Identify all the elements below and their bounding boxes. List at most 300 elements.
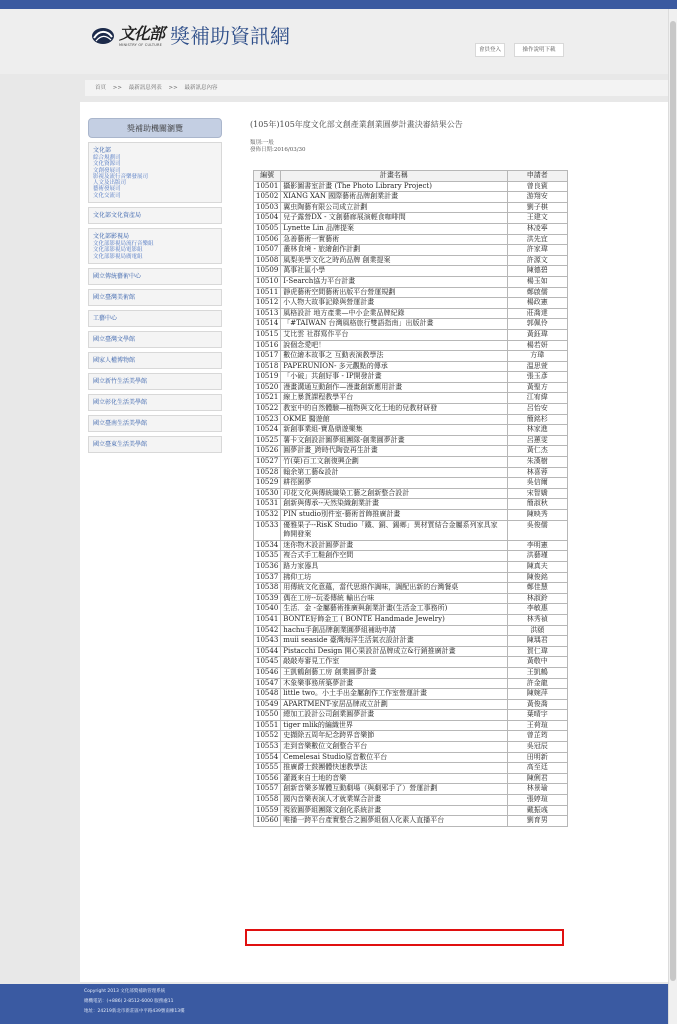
cell-project-name: 萬事社區小學	[281, 266, 507, 277]
sidebar-section-title[interactable]: 國家人權博物館	[93, 356, 136, 364]
cell-applicant: 許金龍	[507, 678, 568, 689]
sidebar-section-title[interactable]: 文化部影視局	[93, 233, 130, 241]
cell-project-name: 印花文化與傳統織染工藝之創新整合設計	[281, 488, 507, 499]
cell-number: 10546	[254, 667, 281, 678]
cell-project-name: 翼虫陶藝有限公司成立計劃	[281, 202, 507, 213]
sidebar-section	[88, 436, 222, 453]
cell-number: 10505	[254, 223, 281, 234]
cell-applicant: 呂怡安	[507, 404, 568, 415]
table-row	[254, 731, 568, 742]
table-row	[254, 393, 568, 404]
cell-number: 10552	[254, 731, 281, 742]
table-row	[254, 276, 568, 287]
sidebar-section-title[interactable]: 國立臺東生活美學館	[93, 440, 148, 448]
cell-applicant: 張玉彥	[507, 372, 568, 383]
table-row	[254, 720, 568, 731]
table-row	[254, 561, 568, 572]
cell-project-name: 竹(葉)百工文創復興企劃	[281, 457, 507, 468]
table-row	[254, 646, 568, 657]
cell-project-name: 翰余第工藝&設計	[281, 467, 507, 478]
cell-applicant: 吳冠辰	[507, 742, 568, 753]
results-table	[253, 170, 568, 827]
cell-project-name: 說個念愛吧！	[281, 340, 507, 351]
cell-project-name: 攝影圖書室計畫 (The Photo Library Project)	[281, 181, 507, 192]
table-row	[254, 340, 568, 351]
cell-number: 10558	[254, 795, 281, 806]
cell-project-name: 叢林食境 - 旅繪創作計劃	[281, 245, 507, 256]
cell-applicant: 曾良賓	[507, 181, 568, 192]
cell-number: 10520	[254, 382, 281, 393]
sidebar-section-title[interactable]: 文化部	[93, 147, 112, 154]
cell-number: 10502	[254, 192, 281, 203]
column-header-project: 計畫名稱	[281, 171, 507, 182]
cell-project-name: 漫畫溝通互動創作—漫畫創新應用計畫	[281, 382, 507, 393]
sidebar-link[interactable]: 文化資源司	[93, 161, 121, 168]
footer-info	[84, 987, 185, 1017]
cell-number: 10540	[254, 604, 281, 615]
sidebar-section	[88, 352, 222, 369]
cell-project-name: Cemelesai Studio原音數位平台	[281, 752, 507, 763]
announcement-title: (105年)105年度文化部文創產業創業圓夢計畫決審結果公告	[250, 120, 463, 129]
cell-project-name: 急善藝術一實藝術	[281, 234, 507, 245]
breadcrumb-news-content: 最新訊息內容	[184, 85, 218, 91]
vertical-scrollbar[interactable]	[668, 9, 677, 1024]
cell-project-name: 艾比雲 社群寫作平台	[281, 329, 507, 340]
ministry-logo-icon	[90, 26, 116, 46]
cell-applicant: 許家瑋	[507, 245, 568, 256]
table-row	[254, 625, 568, 636]
cell-number: 10559	[254, 805, 281, 816]
cell-project-name: BONTE好飾金工 ( BONTE Handmade Jewelry)	[281, 614, 507, 625]
table-row	[254, 710, 568, 721]
cell-number: 10548	[254, 689, 281, 700]
cell-project-name: 走到音樂數位文創整合平台	[281, 742, 507, 753]
cell-number: 10506	[254, 234, 281, 245]
cell-applicant: 林喜蓉	[507, 467, 568, 478]
cell-applicant: 陳德碧	[507, 266, 568, 277]
login-button[interactable]: 會員登入	[475, 43, 505, 57]
table-row	[254, 404, 568, 415]
cell-number: 10514	[254, 319, 281, 330]
table-row	[254, 414, 568, 425]
table-row	[254, 287, 568, 298]
cell-number: 10545	[254, 657, 281, 668]
table-row	[254, 816, 568, 827]
cell-number: 10515	[254, 329, 281, 340]
cell-applicant: 林凌寧	[507, 223, 568, 234]
table-row	[254, 213, 568, 224]
sidebar-section	[88, 228, 222, 264]
cell-applicant: 吳信爾	[507, 478, 568, 489]
highlight-box	[245, 929, 564, 946]
cell-applicant: 劉育男	[507, 816, 568, 827]
cell-number: 10529	[254, 478, 281, 489]
cell-project-name: PAPERUNION- 多元觀點的傳承	[281, 361, 507, 372]
cell-project-name: 圓夢計畫_跨時代陶瓷再生計畫	[281, 446, 507, 457]
table-row	[254, 266, 568, 277]
cell-number: 10553	[254, 742, 281, 753]
sidebar-section-title[interactable]: 文化部文化資產局	[93, 212, 142, 220]
cell-applicant: 戴振彧	[507, 805, 568, 816]
agency-sidebar	[88, 118, 222, 453]
table-row	[254, 202, 568, 213]
cell-applicant: 李明憲	[507, 540, 568, 551]
table-row	[254, 678, 568, 689]
cell-applicant: 洪藝瑾	[507, 551, 568, 562]
cell-applicant: 簡銘杉	[507, 414, 568, 425]
cell-project-name: OKME 醫遊館	[281, 414, 507, 425]
table-row	[254, 667, 568, 678]
footer-phone: 總機電話：(+886) 2-8512-6000 服務處11	[84, 999, 174, 1004]
cell-number: 10519	[254, 372, 281, 383]
cell-number: 10510	[254, 276, 281, 287]
cell-project-name: 數位繪本故事之 互動表演教學法	[281, 351, 507, 362]
cell-number: 10555	[254, 763, 281, 774]
table-row	[254, 234, 568, 245]
cell-applicant: 莊喬達	[507, 308, 568, 319]
cell-project-name: 王凱鶴創藝工房 創業圓夢計畫	[281, 667, 507, 678]
cell-number: 10535	[254, 551, 281, 562]
cell-applicant: 鄭啟儒	[507, 287, 568, 298]
cell-applicant: 王荷瑄	[507, 720, 568, 731]
cell-number: 10526	[254, 446, 281, 457]
cell-applicant: 黃俊喬	[507, 699, 568, 710]
table-row	[254, 773, 568, 784]
cell-applicant: 朱漢樹	[507, 457, 568, 468]
cell-project-name: muii seaside 臺灣海洋生活氣衣設計計畫	[281, 636, 507, 647]
cell-number: 10525	[254, 435, 281, 446]
sidebar-section	[88, 207, 222, 224]
sidebar-section-title[interactable]: 國立新竹生活美學館	[93, 377, 148, 385]
cell-project-name: hachu手創品牌創業圓夢組補助申請	[281, 625, 507, 636]
cell-project-name: 創新音樂多媒體互動劇場（與劇邪手了）營運計劃	[281, 784, 507, 795]
cell-applicant: 鄭佳慧	[507, 583, 568, 594]
table-row	[254, 435, 568, 446]
table-row	[254, 245, 568, 256]
cell-number: 10528	[254, 467, 281, 478]
cell-number: 10527	[254, 457, 281, 468]
cell-number: 10560	[254, 816, 281, 827]
top-bar	[0, 0, 677, 9]
cell-number: 10538	[254, 583, 281, 594]
cell-applicant: 陳婉萍	[507, 689, 568, 700]
cell-number: 10516	[254, 340, 281, 351]
cell-applicant: 許源文	[507, 255, 568, 266]
sidebar-section	[88, 142, 222, 203]
cell-project-name: PIN studio別件室-藝術首飾推廣計畫	[281, 510, 507, 521]
table-row	[254, 805, 568, 816]
cell-number: 10547	[254, 678, 281, 689]
cell-applicant: 楊政憲	[507, 298, 568, 309]
cell-project-name: 兒子露營DX - 文創藝廊展演輕食咖啡間	[281, 213, 507, 224]
cell-number: 10549	[254, 699, 281, 710]
footer-copyright: Copyright 2013 文化部獎補助管理系統	[84, 989, 166, 994]
cell-project-name: 線上暴貨課程教學平台	[281, 393, 507, 404]
breadcrumb	[85, 80, 668, 96]
sidebar-section-title[interactable]: 工藝中心	[93, 314, 118, 322]
cell-applicant: 李敏惠	[507, 604, 568, 615]
table-row	[254, 351, 568, 362]
cell-applicant: 江宥緯	[507, 393, 568, 404]
cell-project-name: 木象樂事務所築夢計畫	[281, 678, 507, 689]
table-row	[254, 329, 568, 340]
table-row	[254, 223, 568, 234]
sidebar-section-title[interactable]: 國立臺灣文學館	[93, 335, 136, 343]
table-row	[254, 382, 568, 393]
cell-applicant: 張婷瑄	[507, 795, 568, 806]
cell-project-name: Pistacchi Design 開心果設計品牌成立&行銷推廣計畫	[281, 646, 507, 657]
sidebar-section-title[interactable]: 國立傳統藝術中心	[93, 272, 142, 280]
cell-project-name: 複合式手工鞋創作空間	[281, 551, 507, 562]
cell-number: 10517	[254, 351, 281, 362]
table-row	[254, 795, 568, 806]
site-logo[interactable]	[90, 25, 290, 47]
sidebar-section-title[interactable]: 國立彰化生活美學館	[93, 398, 148, 406]
scrollbar-thumb[interactable]	[670, 21, 676, 981]
sidebar-link[interactable]: 藝術發展司	[93, 186, 121, 193]
cell-applicant: 高至廷	[507, 763, 568, 774]
cell-project-name: 新創事業組-寶島鼎遊樂集	[281, 425, 507, 436]
sidebar-link[interactable]: 文化部影視局廣電組	[93, 253, 143, 260]
cell-applicant: 呂蕙雯	[507, 435, 568, 446]
sidebar-link[interactable]: 文化交流司	[93, 192, 121, 199]
cell-project-name: 迷你物木設計圓夢計畫	[281, 540, 507, 551]
cell-number: 10550	[254, 710, 281, 721]
cell-project-name: 偶在工房--玩委傳統 輸出台味	[281, 593, 507, 604]
cell-number: 10524	[254, 425, 281, 436]
sidebar-link[interactable]: 文化部影視局流行音樂組	[93, 241, 154, 248]
cell-number: 10508	[254, 255, 281, 266]
table-row	[254, 192, 568, 203]
cell-number: 10511	[254, 287, 281, 298]
cell-number: 10530	[254, 488, 281, 499]
cell-number: 10542	[254, 625, 281, 636]
cell-applicant: 楊玉如	[507, 276, 568, 287]
cell-applicant: 陳俐君	[507, 773, 568, 784]
cell-number: 10513	[254, 308, 281, 319]
sidebar-section	[88, 373, 222, 390]
sidebar-link[interactable]: 綜合規劃司	[93, 155, 121, 161]
table-row	[254, 181, 568, 192]
cell-project-name: 用傳統文化意蘊，當代思維作調味，調配出新的台灣餐桌	[281, 583, 507, 594]
cell-project-name: 「小破」共創好事 - IP開發計畫	[281, 372, 507, 383]
cell-applicant: 黃仁杰	[507, 446, 568, 457]
cell-project-name: 唯播一跨平台產實整合之圓夢組個人化素人直播平台	[281, 816, 507, 827]
cell-number: 10536	[254, 561, 281, 572]
site-title: 獎補助資訊網	[170, 24, 291, 48]
cell-number: 10544	[254, 646, 281, 657]
cell-applicant: 葉晴宇	[507, 710, 568, 721]
cell-project-name: 史擷除五周年紀念跨界音樂節	[281, 731, 507, 742]
table-row	[254, 784, 568, 795]
table-row	[254, 446, 568, 457]
manual-download-button[interactable]: 操作說明下載	[514, 43, 564, 57]
cell-applicant: 游翔安	[507, 192, 568, 203]
cell-project-name: 敲敲寿審見工作室	[281, 657, 507, 668]
sidebar-section-title[interactable]: 國立臺南生活美學館	[93, 419, 148, 427]
column-header-number: 編號	[254, 171, 281, 182]
cell-number: 10521	[254, 393, 281, 404]
cell-applicant: 温思萱	[507, 361, 568, 372]
cell-number: 10522	[254, 404, 281, 415]
column-header-applicant: 申請者	[507, 171, 568, 182]
cell-project-name: Lynette Lin 品牌提案	[281, 223, 507, 234]
cell-applicant: 黃鈺瑋	[507, 329, 568, 340]
cell-applicant: 林景瑜	[507, 784, 568, 795]
cell-applicant: 洪先宜	[507, 234, 568, 245]
cell-applicant: 賀仁瑋	[507, 646, 568, 657]
table-row	[254, 372, 568, 383]
table-row	[254, 540, 568, 551]
cell-number: 10512	[254, 298, 281, 309]
cell-applicant: 陳俊銘	[507, 572, 568, 583]
cell-project-name: 教室中的自然體驗—植物與文化土地的兒教材研發	[281, 404, 507, 415]
table-row	[254, 298, 568, 309]
cell-number: 10518	[254, 361, 281, 372]
cell-project-name: 灌溉來自土地的音樂	[281, 773, 507, 784]
cell-project-name: 視敘圓夢組團隊文創化系統計畫	[281, 805, 507, 816]
cell-number: 10523	[254, 414, 281, 425]
cell-applicant: 宋智嬌	[507, 488, 568, 499]
cell-number: 10554	[254, 752, 281, 763]
cell-project-name: 推廣爵士鼓團體快速教學法	[281, 763, 507, 774]
cell-applicant: 洪頤	[507, 625, 568, 636]
table-row	[254, 614, 568, 625]
sidebar-section	[88, 289, 222, 306]
table-row	[254, 520, 568, 540]
table-row	[254, 361, 568, 372]
cell-number: 10509	[254, 266, 281, 277]
cell-project-name: 優雅果子--RisK Studio「鐵、銅、錫鄉」異材質結合金屬系列家具家飾開發案	[281, 520, 507, 540]
sidebar-section	[88, 310, 222, 327]
cell-number: 10507	[254, 245, 281, 256]
cell-number: 10551	[254, 720, 281, 731]
cell-applicant: 方瑋	[507, 351, 568, 362]
cell-number: 10501	[254, 181, 281, 192]
table-row	[254, 467, 568, 478]
sidebar-section	[88, 268, 222, 285]
cell-applicant: 陳真夫	[507, 561, 568, 572]
cell-applicant: 黃敬中	[507, 657, 568, 668]
announcement-category: 類別:一般	[250, 140, 274, 146]
table-row	[254, 308, 568, 319]
cell-project-name: 拂仰工坊	[281, 572, 507, 583]
cell-project-name: little two。小土手出金屬創作工作室營運計畫	[281, 689, 507, 700]
cell-project-name: 總加工設計公司創業圓夢計畫	[281, 710, 507, 721]
sidebar-link[interactable]: 文創發展司	[93, 167, 121, 174]
cell-project-name: tiger mlik的編織世界	[281, 720, 507, 731]
footer-address: 地址：24219新北市新莊區中平路439號南棟13樓	[84, 1009, 185, 1014]
cell-number: 10539	[254, 593, 281, 604]
cell-number: 10543	[254, 636, 281, 647]
sidebar-link[interactable]: 影視及流行音樂發展司	[93, 173, 149, 180]
cell-project-name: 「#TAIWAN 台灣風格旅行雙語指南」出版計畫	[281, 319, 507, 330]
cell-applicant: 王建文	[507, 213, 568, 224]
ministry-name: 文化部	[119, 23, 165, 43]
cell-project-name: XIANG XAN 國際藝術品牌創業計畫	[281, 192, 507, 203]
cell-applicant: 林淑鈴	[507, 593, 568, 604]
table-row	[254, 425, 568, 436]
cell-project-name: 國內音樂表演人才就業媒合計畫	[281, 795, 507, 806]
ministry-subtitle: MINISTRY OF CULTURE	[119, 42, 163, 47]
table-row	[254, 593, 568, 604]
cell-number: 10503	[254, 202, 281, 213]
cell-applicant: 黃聖方	[507, 382, 568, 393]
cell-applicant: 王凱鶴	[507, 667, 568, 678]
table-row	[254, 636, 568, 647]
cell-project-name: 薯卡文創設計圖夢組團隊-創業圓夢計畫	[281, 435, 507, 446]
table-row	[254, 583, 568, 594]
sidebar-section	[88, 331, 222, 348]
table-row	[254, 742, 568, 753]
table-row	[254, 488, 568, 499]
cell-applicant: 陳瑀君	[507, 636, 568, 647]
table-row	[254, 657, 568, 668]
cell-number: 10556	[254, 773, 281, 784]
announcement-header	[250, 118, 570, 154]
breadcrumb-home[interactable]: 首頁	[95, 85, 107, 91]
cell-project-name: 生活．金 -金屬藝術推廣與創業計畫(生活金工事務所)	[281, 604, 507, 615]
cell-applicant: 田明新	[507, 752, 568, 763]
table-row	[254, 457, 568, 468]
sidebar-section	[88, 415, 222, 432]
cell-applicant: 簡淑秋	[507, 499, 568, 510]
cell-project-name: 風梨美學文化之時尚品牌 創業提案	[281, 255, 507, 266]
table-row	[254, 319, 568, 330]
table-row	[254, 699, 568, 710]
announcement-date: 發佈日期:2016/03/30	[250, 147, 306, 153]
cell-number: 10541	[254, 614, 281, 625]
cell-project-name: 靜虎藝術空間藝術出版平台營運規劃	[281, 287, 507, 298]
table-row	[254, 572, 568, 583]
sidebar-link[interactable]: 文化部影視局電影組	[93, 247, 143, 254]
cell-applicant: 林家進	[507, 425, 568, 436]
cell-applicant: 曾芷筠	[507, 731, 568, 742]
cell-project-name: APARTMENT-家居品牌成立計劃	[281, 699, 507, 710]
cell-applicant: 楊若妍	[507, 340, 568, 351]
table-row	[254, 551, 568, 562]
sidebar-section-title[interactable]: 國立臺灣美術館	[93, 293, 136, 301]
cell-project-name: 耕徑園夢	[281, 478, 507, 489]
cell-project-name: 風格設計 地方產業—中小企業品牌紀錄	[281, 308, 507, 319]
cell-number: 10537	[254, 572, 281, 583]
breadcrumb-news-list[interactable]: 最新訊息列表	[128, 85, 162, 91]
table-row	[254, 752, 568, 763]
cell-applicant: 陳映秀	[507, 510, 568, 521]
cell-applicant: 林秀禎	[507, 614, 568, 625]
sidebar-link[interactable]: 人文及出版司	[93, 180, 127, 187]
cell-project-name: 小人物大故事記錄與營運計畫	[281, 298, 507, 309]
cell-project-name: 路力家器具	[281, 561, 507, 572]
cell-number: 10532	[254, 510, 281, 521]
table-row	[254, 499, 568, 510]
cell-number: 10533	[254, 520, 281, 540]
cell-number: 10557	[254, 784, 281, 795]
cell-applicant: 劉子棋	[507, 202, 568, 213]
table-row	[254, 255, 568, 266]
breadcrumb-separator: >>	[168, 85, 178, 91]
table-row	[254, 478, 568, 489]
sidebar-section	[88, 394, 222, 411]
table-row	[254, 689, 568, 700]
breadcrumb-separator: >>	[112, 85, 122, 91]
table-row	[254, 763, 568, 774]
cell-project-name: 創新與傳承--天然染織創業計畫	[281, 499, 507, 510]
cell-number: 10504	[254, 213, 281, 224]
sidebar-heading: 獎補助機關瀏覽	[88, 118, 222, 138]
cell-applicant: 郭佩伶	[507, 319, 568, 330]
cell-number: 10531	[254, 499, 281, 510]
